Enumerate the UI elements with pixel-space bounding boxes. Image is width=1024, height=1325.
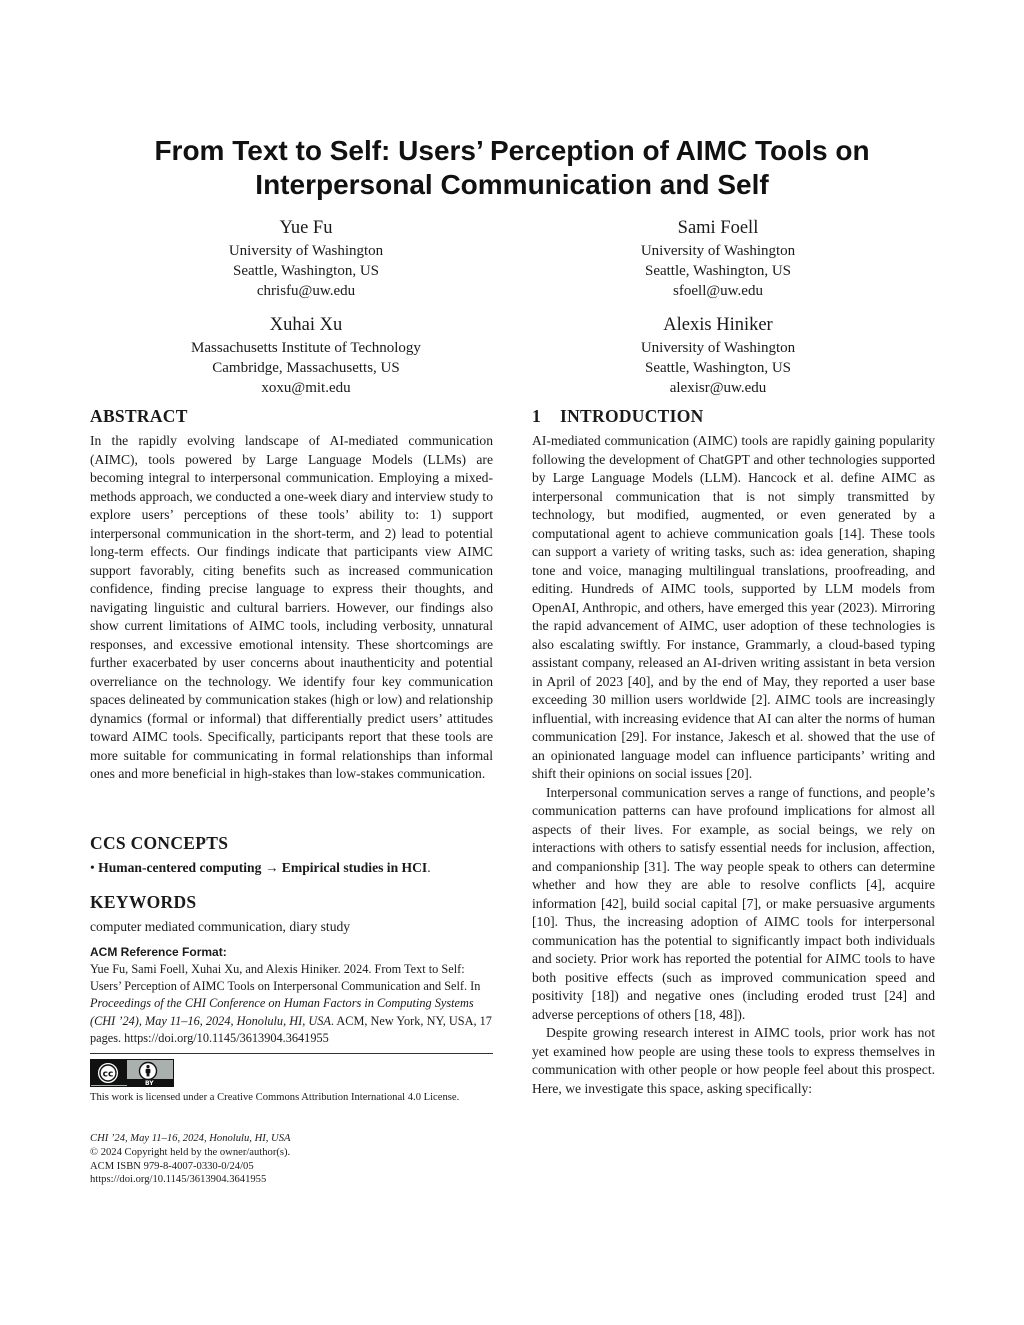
acm-reference-citation: Yue Fu, Sami Foell, Xuhai Xu, and Alexis Hiniker. 2024. From Text to Self: Users’ Perception of AIMC Tools on Interpersonal Communication and Self. [90,962,468,994]
author-block [508,216,928,301]
cc-by-label: BY [145,1080,154,1087]
cc-by-license-badge[interactable] [90,1059,174,1087]
keywords-section [90,891,493,937]
ccs-bullet: • [90,860,95,875]
author-email[interactable]: sfoell@uw.edu [673,283,763,299]
author-location: Seattle, Washington, US [232,263,379,279]
author-email[interactable]: xoxu@mit.edu [261,380,351,396]
license-text: This work is licensed under a Creative Commons Attribution International 4.0 License. [90,1092,460,1103]
keywords-heading: KEYWORDS [90,892,197,912]
ccs-heading: CCS CONCEPTS [90,833,229,853]
acm-reference-heading: ACM Reference Format: [90,945,227,959]
introduction-section [532,405,935,1098]
title-line: Interpersonal Communication and Self [255,169,769,200]
author-affiliation: University of Washington [640,340,796,356]
acm-reference-venue: Proceedings of the CHI Conference on Human Factors in Computing Systems (CHI ’24), May 11–16, 2024, Honolulu, HI, USA [90,996,474,1028]
footer-block [90,1132,470,1187]
intro-paragraph: Interpersonal communication serves a range of functions, and people’s communication patterns can have profound implications for almost all aspects of their lives. For example, as social beings, we rely on interactions with others to satisfy essential needs for inclusion, affection, and companionship [31]. The way people speak to others can determine whether and how they are able to resolve conflicts [4], acquire information [42], build social capital [7], or make persuasive arguments [10]. Thus, the increasing adoption of AIMC tools for interpersonal communication has the potential to significantly impact both individuals and society. Prior work has reported the potential for AIMC tools to have both positive effects (such as improved communication speed and positivity [18]) and negative ones (including eroded trust [24] and adverse perceptions of others [18, 48]). [532,784,935,1022]
author-name: Sami Foell [677,218,759,238]
intro-paragraph: Despite growing research interest in AIMC tools, prior work has not yet examined how people are using these tools to express themselves in communication with other people or how people feel about this prospect. Here, we investigate this space, asking specifically: [532,1025,935,1096]
author-block [508,313,928,398]
author-name: Xuhai Xu [269,315,343,335]
author-email[interactable]: chrisfu@uw.edu [256,283,356,299]
author-location: Cambridge, Massachusetts, US [212,360,400,376]
author-name: Alexis Hiniker [663,315,773,335]
ccs-period: . [427,860,431,875]
intro-paragraph: AI-mediated communication (AIMC) tools are rapidly gaining popularity following the development of ChatGPT and other technologies supported by Large Language Models (LLM). Hancock et al. define AIMC as interpersonal communication that is not simply transmitted by technology, but modified, augmented, or even generated by a computational agent to achieve communication goals [14]. These tools can support a variety of writing tasks, such as: idea generation, shaping tone and voice, managing multilingual translations, proofreading, and editing. Hundreds of AIMC tools, supported by LLM models from OpenAI, Anthropic, and others, have emerged this year (2023). Mirroring the rapid advancement of AIMC, user adoption of these technologies is also escalating swiftly. For instance, Grammarly, a cloud-based typing assistant company, released an AI-driven writing assistant in beta version in April of 2023 [40], and by the end of May, they reported a user base exceeding 30 million users worldwide [2]. AIMC tools are increasingly influential, with increasing evidence that AI can alter the norms of human communication [29]. For instance, Jakesch et al. showed that the use of an opinionated language model can influence participants’ writing and shift their opinions on social issues [20]. [532,433,935,781]
author-block [96,216,516,301]
paper-title [90,134,934,202]
acm-reference-in: In [470,979,481,994]
ccs-concept [90,859,493,878]
introduction-heading [532,405,935,427]
attribution-person-icon [138,1061,158,1081]
author-location: Seattle, Washington, US [644,263,791,279]
author-location: Seattle, Washington, US [644,360,791,376]
footer-doi[interactable]: https://doi.org/10.1145/3613904.3641955 [90,1174,267,1186]
abstract-section [90,405,493,784]
footer-isbn: ACM ISBN 979-8-4007-0330-0/24/05 [90,1160,254,1172]
title-line: From Text to Self: Users’ Perception of AIMC Tools on [154,135,870,166]
ccs-concept-text: Human-centered computing → Empirical studies in HCI [98,860,428,875]
footnote-divider [90,1053,493,1054]
keywords-text: computer mediated communication, diary study [90,919,351,934]
footer-venue [90,1132,470,1146]
author-block [96,313,516,398]
acm-reference-text [90,961,493,1047]
footer-copyright: © 2024 Copyright held by the owner/author(s). [90,1146,291,1158]
author-affiliation: Massachusetts Institute of Technology [191,340,421,356]
abstract-heading: ABSTRACT [90,406,188,426]
author-email[interactable]: alexisr@uw.edu [669,380,767,396]
footer-venue-text: CHI ’24, May 11–16, 2024, Honolulu, HI, USA [90,1133,291,1144]
author-affiliation: University of Washington [640,243,796,259]
creative-commons-icon [97,1062,119,1084]
section-title: INTRODUCTION [560,406,704,426]
author-affiliation: University of Washington [228,243,384,259]
section-number: 1 [532,406,542,426]
author-name: Yue Fu [279,218,333,238]
ccs-section [90,832,493,878]
acm-reference-tail[interactable]: . ACM, New York, NY, USA, 17 pages. https://doi.org/10.1145/3613904.3641955 [90,1013,492,1045]
acm-reference-section [90,944,493,1047]
svg-text:cc: cc [102,1069,114,1080]
abstract-text: In the rapidly evolving landscape of AI-mediated communication (AIMC), tools powered by Large Language Models (LLMs) are becoming integral to interpersonal communication. Employing a mixed-methods approach, we conducted a one-week diary and interview study to explore users’ perceptions of these tools’ ability to: 1) support interpersonal communication in the short-term, and 2) lead to potential long-term effects. Our findings indicate that participants view AIMC support favorably, citing benefits such as increased communication confidence, finding precise language to express their thoughts, and navigating linguistic and cultural barriers. However, our findings also show current limitations of AIMC tools, including verbosity, unnatural responses, and excessive emotional intensity. These shortcomings are further exacerbated by user concerns about inauthenticity and potential overreliance on the technology. We identify four key communication spaces delineated by communication stakes (high or low) and relationship dynamics (formal or informal) that differentially predict users’ attitudes toward AIMC tools. Specifically, participants report that these tools are more suitable for communicating in formal relationships than informal ones and more beneficial in high-stakes than low-stakes communication. [90,433,493,781]
